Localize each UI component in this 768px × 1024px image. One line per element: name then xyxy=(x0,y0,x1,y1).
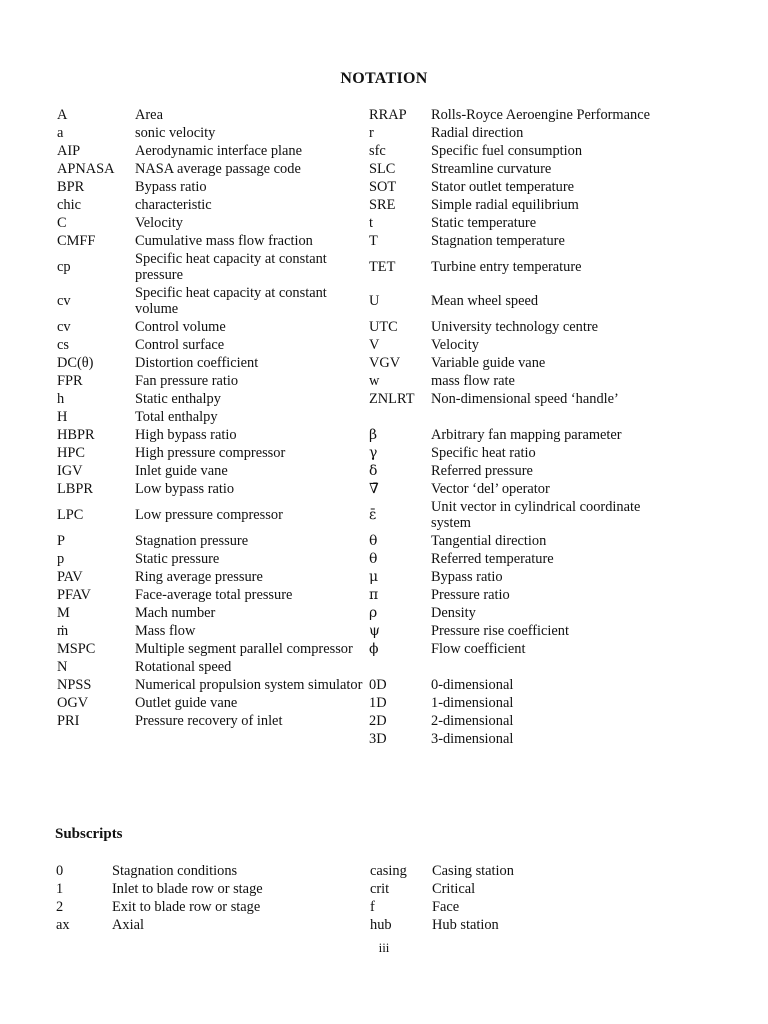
definition-right: mass flow rate xyxy=(431,373,515,389)
subscript-row xyxy=(56,916,556,934)
definition-right: Rolls-Royce Aeroengine Performance xyxy=(431,107,650,123)
symbol-right: ϕ xyxy=(369,641,379,657)
symbol-right: θ xyxy=(369,551,378,567)
symbol-right xyxy=(369,658,431,676)
symbol-left: ṁ xyxy=(57,623,69,639)
symbol-left: CMFF xyxy=(57,233,96,249)
symbol-right: f xyxy=(370,899,375,915)
symbol-left: cv xyxy=(57,293,71,309)
symbol-right xyxy=(369,408,431,426)
definition-left: Outlet guide vane xyxy=(135,695,238,711)
definition-left: Pressure recovery of inlet xyxy=(135,713,283,729)
definition-left: Inlet to blade row or stage xyxy=(112,881,263,897)
symbol-left: C xyxy=(57,215,67,231)
symbol-left: PAV xyxy=(57,569,83,585)
definition-left: Bypass ratio xyxy=(135,179,207,195)
definition-right xyxy=(431,408,667,426)
definition-left: Rotational speed xyxy=(135,659,232,675)
symbol-left: cp xyxy=(57,259,71,275)
definition-right: Variable guide vane xyxy=(431,355,546,371)
subscripts-table xyxy=(56,862,556,934)
notation-row xyxy=(57,124,667,142)
subscript-row xyxy=(56,898,556,916)
notation-row xyxy=(57,498,667,532)
notation-row xyxy=(57,586,667,604)
definition-left: Low bypass ratio xyxy=(135,481,235,497)
definition-right: Referred temperature xyxy=(431,551,554,567)
definition-right: 1-dimensional xyxy=(431,695,514,711)
notation-row xyxy=(57,336,667,354)
notation-row xyxy=(57,676,667,694)
symbol-left xyxy=(57,730,135,748)
symbol-right: UTC xyxy=(369,319,398,335)
definition-left: sonic velocity xyxy=(135,125,216,141)
definition-right: Tangential direction xyxy=(431,533,547,549)
symbol-right: V xyxy=(369,337,380,353)
symbol-right: SLC xyxy=(369,161,396,177)
notation-row xyxy=(57,408,667,426)
notation-row xyxy=(57,604,667,622)
symbol-right: SOT xyxy=(369,179,397,195)
definition-right: Flow coefficient xyxy=(431,641,526,657)
notation-row xyxy=(57,640,667,658)
definition-left: characteristic xyxy=(135,197,212,213)
definition-right: Static temperature xyxy=(431,215,537,231)
definition-right: Specific fuel consumption xyxy=(431,143,583,159)
notation-row xyxy=(57,196,667,214)
notation-row xyxy=(57,232,667,250)
notation-row xyxy=(57,550,667,568)
symbol-right: RRAP xyxy=(369,107,407,123)
symbol-left: h xyxy=(57,391,65,407)
symbol-right: crit xyxy=(370,881,390,897)
definition-left: Mach number xyxy=(135,605,216,621)
symbol-left: MSPC xyxy=(57,641,96,657)
notation-row xyxy=(57,568,667,586)
symbol-right: γ xyxy=(369,445,378,461)
symbol-left: p xyxy=(57,551,65,567)
definition-left: Aerodynamic interface plane xyxy=(135,143,303,159)
definition-left: Low pressure compressor xyxy=(135,507,283,523)
definition-left: Specific heat capacity at constant pressure xyxy=(135,251,327,283)
symbol-right: TET xyxy=(369,259,396,275)
notation-row xyxy=(57,214,667,232)
symbol-left: OGV xyxy=(57,695,89,711)
symbol-right: 3D xyxy=(369,731,387,747)
definition-right: Stagnation temperature xyxy=(431,233,565,249)
definition-left: Numerical propulsion system simulator xyxy=(135,677,363,693)
definition-right: Arbitrary fan mapping parameter xyxy=(431,427,622,443)
symbol-right: ZNLRT xyxy=(369,391,415,407)
definition-right: Velocity xyxy=(431,337,479,353)
definition-right: Critical xyxy=(432,881,476,897)
definition-right: Pressure rise coefficient xyxy=(431,623,569,639)
notation-row xyxy=(57,284,667,318)
symbol-right: ∇̄ xyxy=(369,481,379,497)
notation-row xyxy=(57,462,667,480)
symbol-right: hub xyxy=(370,917,392,933)
symbol-left: P xyxy=(57,533,66,549)
definition-right: 3-dimensional xyxy=(431,731,514,747)
symbol-left: a xyxy=(57,125,64,141)
definition-right: Bypass ratio xyxy=(431,569,503,585)
symbol-left: LPC xyxy=(57,507,84,523)
definition-left: NASA average passage code xyxy=(135,161,301,177)
definition-left: Stagnation conditions xyxy=(112,863,238,879)
symbol-right: casing xyxy=(370,863,407,879)
symbol-left: A xyxy=(57,107,68,123)
notation-row xyxy=(57,178,667,196)
notation-row xyxy=(57,372,667,390)
symbol-left: 1 xyxy=(56,881,64,897)
symbol-right: 0D xyxy=(369,677,387,693)
definition-left xyxy=(135,730,369,748)
symbol-right: μ xyxy=(369,569,379,585)
definition-left: High pressure compressor xyxy=(135,445,286,461)
definition-left: Static enthalpy xyxy=(135,391,221,407)
definition-left: Multiple segment parallel compressor xyxy=(135,641,353,657)
notation-row xyxy=(57,106,667,124)
page-number: iii xyxy=(378,940,390,955)
symbol-right: π xyxy=(369,587,379,603)
definition-left: Control volume xyxy=(135,319,226,335)
symbol-right: sfc xyxy=(369,143,386,159)
subscript-row xyxy=(56,862,556,880)
definition-left: Inlet guide vane xyxy=(135,463,228,479)
symbol-right: 1D xyxy=(369,695,387,711)
symbol-right: ε̄ xyxy=(369,507,377,523)
symbol-right: t xyxy=(369,215,373,231)
symbol-right: T xyxy=(369,233,378,249)
notation-row xyxy=(57,318,667,336)
notation-row xyxy=(57,658,667,676)
definition-left: Static pressure xyxy=(135,551,220,567)
definition-left: High bypass ratio xyxy=(135,427,237,443)
symbol-right: SRE xyxy=(369,197,396,213)
definition-left: Velocity xyxy=(135,215,183,231)
definition-left: Stagnation pressure xyxy=(135,533,249,549)
definition-left: Face-average total pressure xyxy=(135,587,293,603)
notation-row xyxy=(57,426,667,444)
notation-row xyxy=(57,142,667,160)
notation-row xyxy=(57,354,667,372)
symbol-left: PRI xyxy=(57,713,80,729)
definition-right: Unit vector in cylindrical coordinate system xyxy=(431,499,641,531)
symbol-left: BPR xyxy=(57,179,85,195)
symbol-left: APNASA xyxy=(57,161,115,177)
notation-row xyxy=(57,390,667,408)
symbol-left: LBPR xyxy=(57,481,93,497)
symbol-right: δ xyxy=(369,463,378,479)
definition-right: Referred pressure xyxy=(431,463,533,479)
definition-right: Casing station xyxy=(432,863,514,879)
definition-left: Specific heat capacity at constant volume xyxy=(135,285,327,317)
notation-row xyxy=(57,694,667,712)
notation-row xyxy=(57,250,667,284)
definition-left: Area xyxy=(135,107,163,123)
definition-right: Turbine entry temperature xyxy=(431,259,582,275)
symbol-left: cv xyxy=(57,319,71,335)
symbol-left: PFAV xyxy=(57,587,91,603)
symbol-right: θ xyxy=(369,533,378,549)
definition-left: Axial xyxy=(112,917,144,933)
symbol-left: 2 xyxy=(56,899,64,915)
symbol-left: HBPR xyxy=(57,427,95,443)
symbol-left: NPSS xyxy=(57,677,92,693)
definition-right: Radial direction xyxy=(431,125,524,141)
symbol-right: VGV xyxy=(369,355,401,371)
notation-row xyxy=(57,480,667,498)
definition-right: Non-dimensional speed ‘handle’ xyxy=(431,391,619,407)
definition-right: Pressure ratio xyxy=(431,587,510,603)
definition-left: Exit to blade row or stage xyxy=(112,899,261,915)
definition-right: 0-dimensional xyxy=(431,677,514,693)
symbol-left: FPR xyxy=(57,373,83,389)
symbol-left: HPC xyxy=(57,445,85,461)
definition-left: Control surface xyxy=(135,337,225,353)
definition-right: Hub station xyxy=(432,917,499,933)
symbol-right: U xyxy=(369,293,380,309)
definition-right: Density xyxy=(431,605,476,621)
symbol-left: AIP xyxy=(57,143,81,159)
definition-right: University technology centre xyxy=(431,319,599,335)
page-title: NOTATION xyxy=(340,70,428,87)
symbol-right: ρ xyxy=(369,605,378,621)
definition-left: Mass flow xyxy=(135,623,196,639)
definition-left: Distortion coefficient xyxy=(135,355,259,371)
definition-left: Fan pressure ratio xyxy=(135,373,239,389)
symbol-left: N xyxy=(57,659,68,675)
definition-left: Ring average pressure xyxy=(135,569,263,585)
symbol-right: 2D xyxy=(369,713,387,729)
symbol-left: M xyxy=(57,605,70,621)
symbol-right: w xyxy=(369,373,380,389)
definition-right: Simple radial equilibrium xyxy=(431,197,579,213)
definition-right: Specific heat ratio xyxy=(431,445,536,461)
symbol-right: β xyxy=(369,427,378,443)
notation-row xyxy=(57,730,667,748)
notation-row xyxy=(57,444,667,462)
notation-row xyxy=(57,712,667,730)
definition-right: 2-dimensional xyxy=(431,713,514,729)
definition-right: Stator outlet temperature xyxy=(431,179,575,195)
symbol-left: chic xyxy=(57,197,81,213)
definition-right: Face xyxy=(432,899,460,915)
definition-right xyxy=(431,658,667,676)
symbol-left: DC(θ) xyxy=(57,355,94,371)
definition-right: Mean wheel speed xyxy=(431,293,539,309)
symbol-left: H xyxy=(57,409,68,425)
symbol-left: cs xyxy=(57,337,69,353)
symbol-right: r xyxy=(369,125,374,141)
notation-row xyxy=(57,532,667,550)
symbol-left: 0 xyxy=(56,863,64,879)
symbol-left: ax xyxy=(56,917,70,933)
notation-row xyxy=(57,622,667,640)
symbol-left: IGV xyxy=(57,463,83,479)
symbol-right: ψ xyxy=(369,623,380,639)
notation-row xyxy=(57,160,667,178)
definition-right: Streamline curvature xyxy=(431,161,552,177)
subscript-row xyxy=(56,880,556,898)
notation-table xyxy=(57,106,667,748)
definition-right: Vector ‘del’ operator xyxy=(431,481,550,497)
definition-left: Total enthalpy xyxy=(135,409,218,425)
subscripts-heading: Subscripts xyxy=(55,826,123,842)
definition-left: Cumulative mass flow fraction xyxy=(135,233,313,249)
